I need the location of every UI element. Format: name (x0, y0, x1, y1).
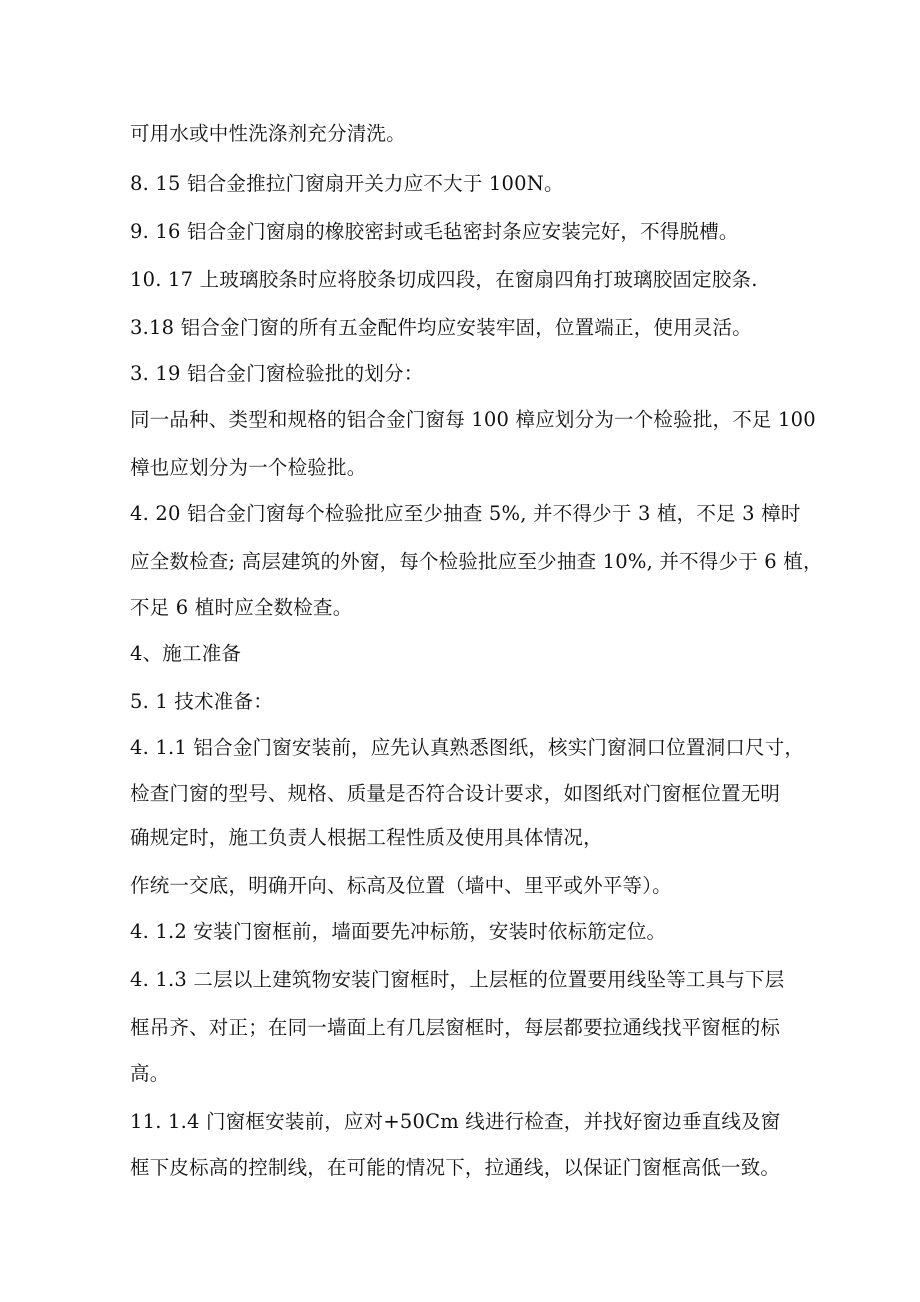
text-line: 樟也应划分为一个检验批。 (130, 456, 367, 479)
text-line: 3. 19 铝合金门窗检验批的划分： (130, 362, 424, 385)
text-line: 可用水或中性洗涤剂充分清洗。 (130, 122, 406, 145)
text-line: 检查门窗的型号、规格、质量是否符合设计要求，如图纸对门窗框位置无明 (130, 782, 781, 805)
text-line: 11. 1.4 门窗框安装前，应对+50Cm 线进行检查，并找好窗边垂直线及窗 (130, 1110, 781, 1133)
text-line: 框吊齐、对正；在同一墙面上有几层窗框时，每层都要拉通线找平窗框的标 (130, 1016, 781, 1039)
text-line: 同一品种、类型和规格的铝合金门窗每 100 樟应划分为一个检验批，不足 100 (130, 408, 816, 431)
text-line: 4. 1.2 安装门窗框前，墙面要先冲标筋，安装时依标筋定位。 (130, 920, 667, 943)
text-line: 高。 (130, 1062, 170, 1085)
text-line: 确规定时，施工负责人根据工程性质及使用具体情况， (130, 826, 603, 849)
subsection-heading: 5. 1 技术准备： (130, 690, 273, 713)
text-line: 4. 1.3 二层以上建筑物安装门窗框时，上层框的位置要用线坠等工具与下层 (130, 968, 785, 991)
text-line: 应全数检查; 高层建筑的外窗，每个检验批应至少抽查 10%, 并不得少于 6 植， (130, 550, 823, 573)
text-line: 作统一交底，明确开向、标高及位置（墙中、里平或外平等）。 (130, 874, 672, 897)
text-line: 不足 6 植时应全数检查。 (130, 596, 353, 619)
text-line: 10. 17 上玻璃胶条时应将胶条切成四段，在窗扇四角打玻璃胶固定胶条. (130, 268, 758, 291)
text-line: 8. 15 铝合金推拉门窗扇开关力应不大于 100N。 (130, 172, 564, 195)
text-line: 9. 16 铝合金门窗扇的橡胶密封或毛毡密封条应安装完好，不得脱槽。 (130, 220, 739, 243)
section-heading: 4、施工准备 (130, 642, 242, 665)
text-line: 框下皮标高的控制线，在可能的情况下，拉通线，以保证门窗框高低一致。 (130, 1156, 781, 1179)
text-line: 3.18 铝合金门窗的所有五金配件均应安装牢固，位置端正，使用灵活。 (130, 316, 752, 339)
text-line: 4. 1.1 铝合金门窗安装前，应先认真熟悉图纸，核实门窗洞口位置洞口尺寸， (130, 736, 805, 759)
text-line: 4. 20 铝合金门窗每个检验批应至少抽查 5%, 并不得少于 3 植，不足 3 樟时 (130, 502, 801, 525)
